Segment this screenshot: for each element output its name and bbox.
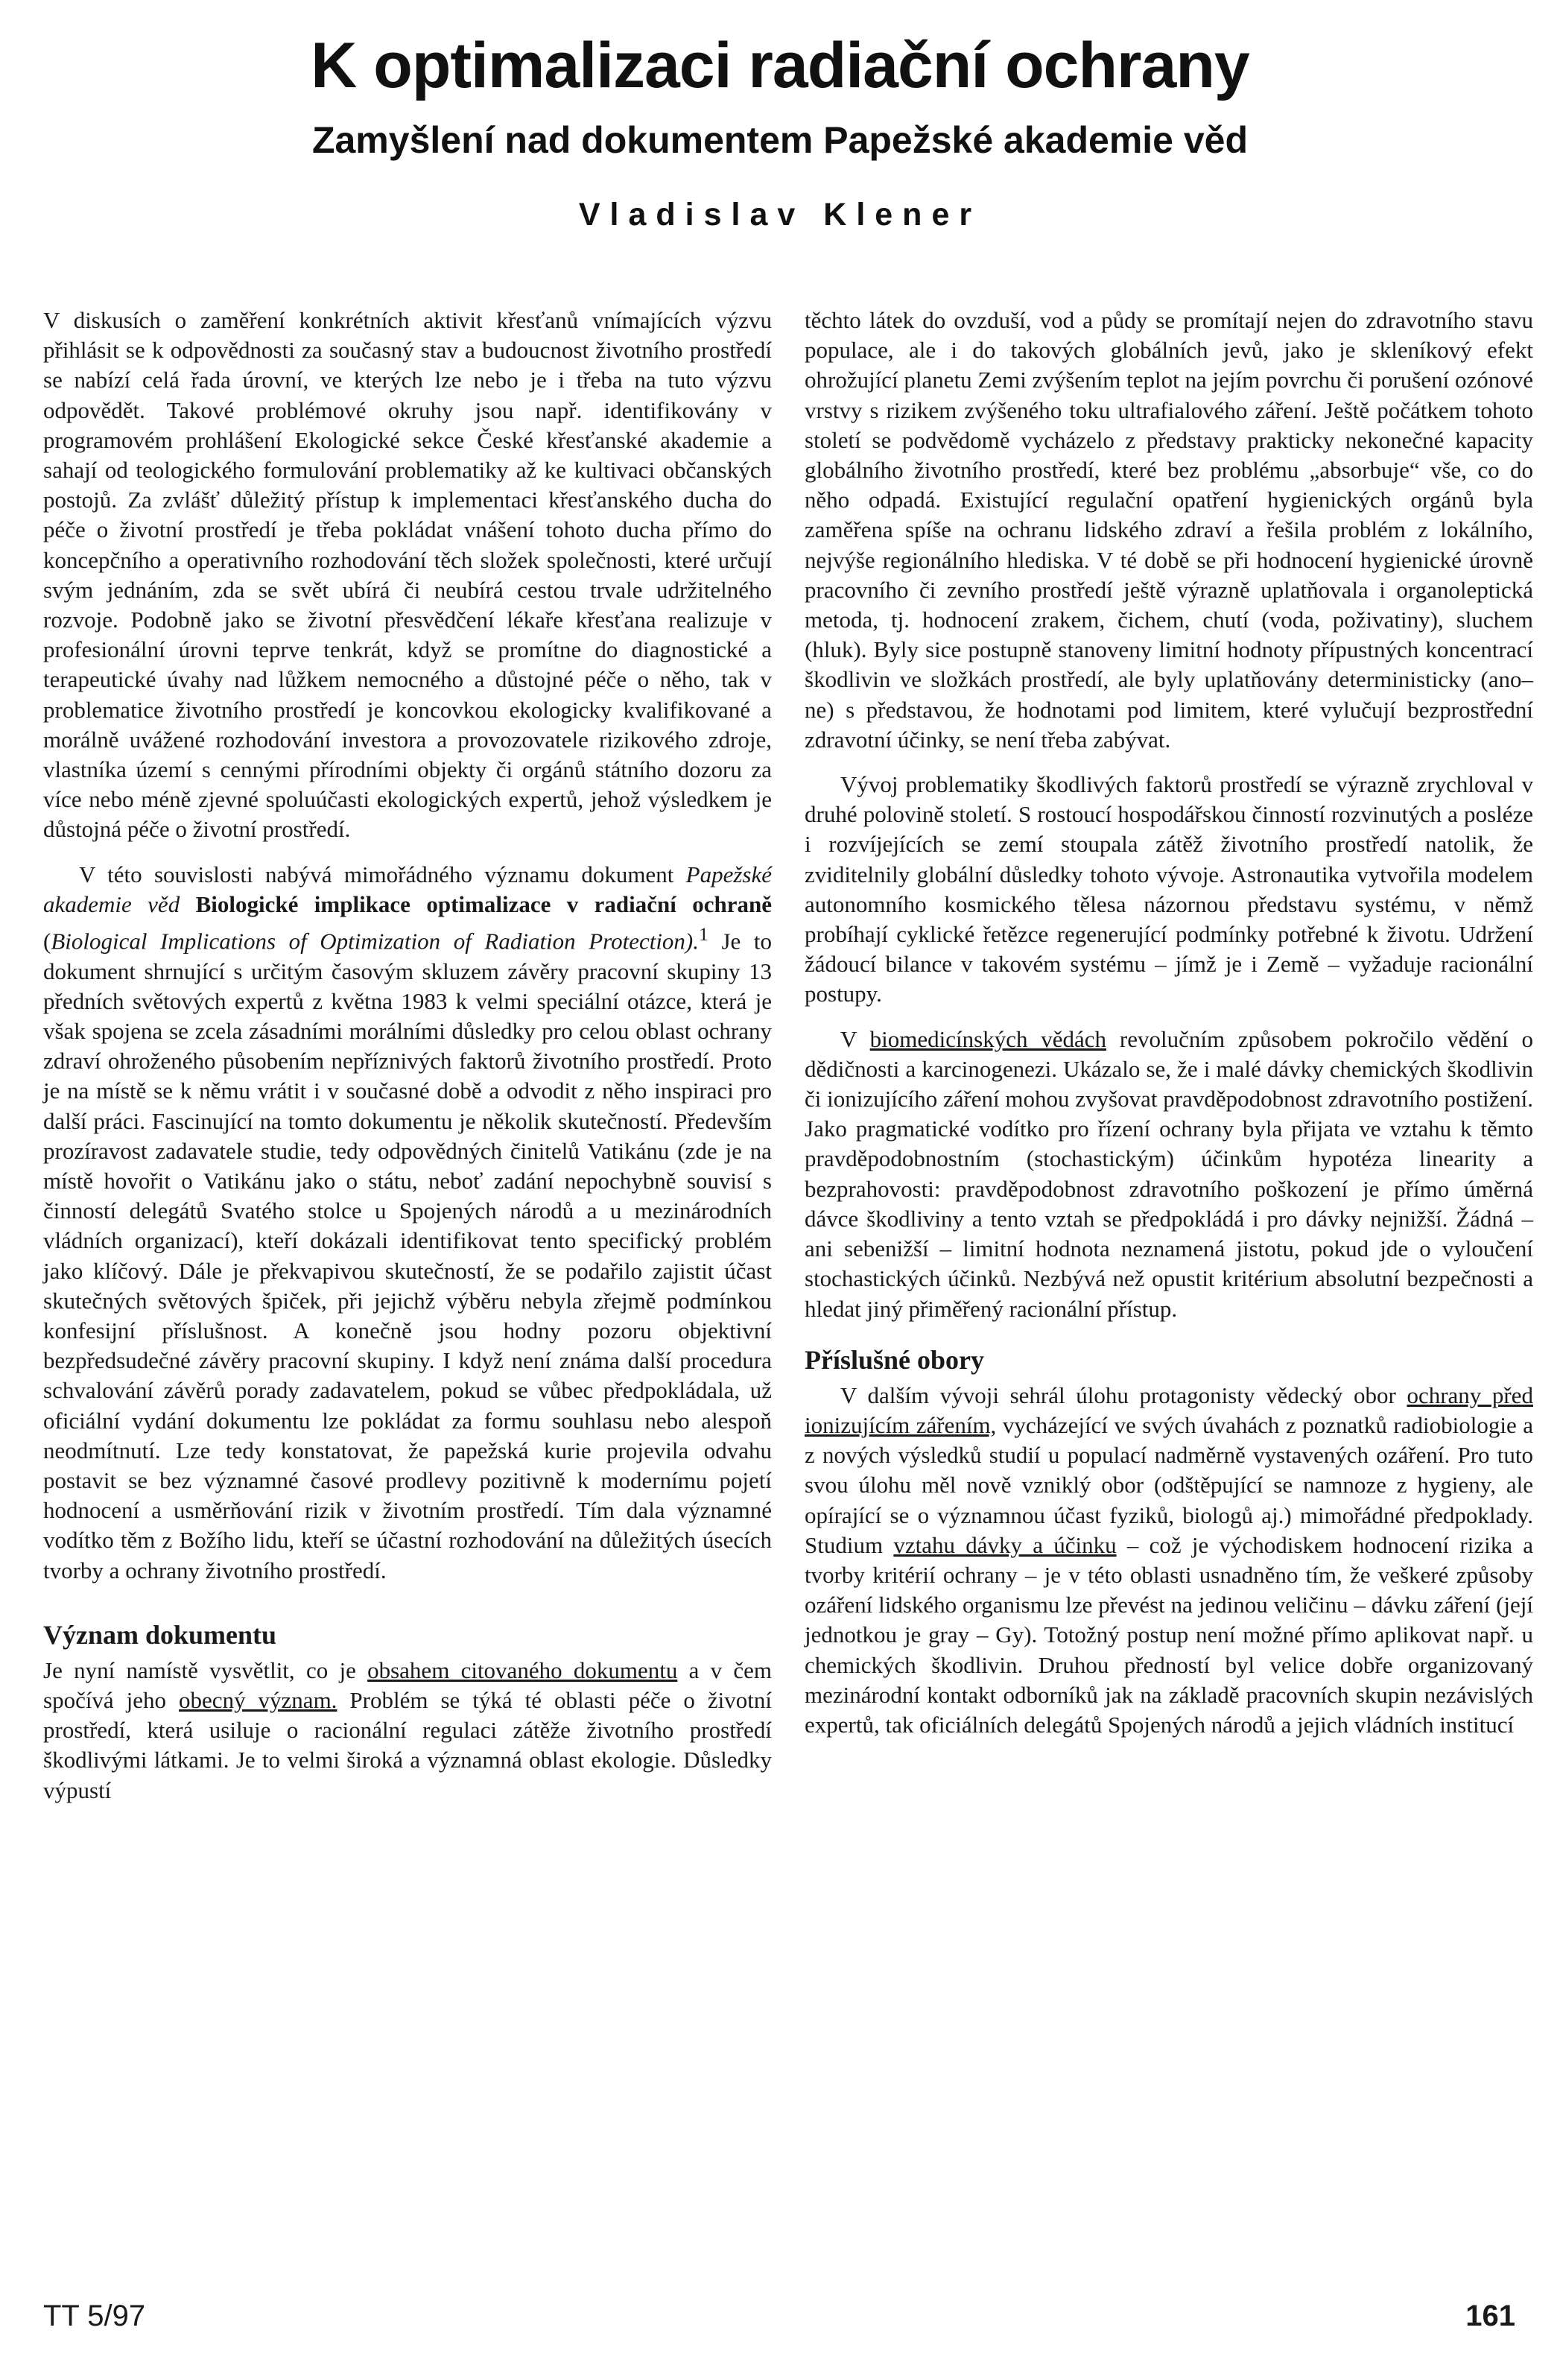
left-column xyxy=(43,306,772,1805)
paragraph: V této souvislosti nabývá mimořádného významu dokument Papežské akademie věd Biologické implikace optimalizace v radiační ochraně (Biological Implications of Optimization of Radiation Protection).$^1$ Je to dokument shrnující s určitým časovým skluzem závěry pracovní skupiny 13 předních světových expertů z května 1983 k velmi speciální otázce, která je však spojena se zcela zásadními morálními důsledky pro celou oblast ochrany zdraví ohroženého působením nepříznivých faktorů životního prostředí. Proto je na místě se k němu vrátit i v současné době a odvodit z něho inspiraci pro další práci. Fascinující na tomto dokumentu je několik skutečností. Především prozíravost zadavatele studie, tedy odpovědných činitelů Vatikánu (zde je na místě hovořit o Vatikánu jako o státu, neboť zadání nepochybně souvisí s činností delegátů Svatého stolce u Spojených národů a u mezinárodních vládních organizací), kteří dokázali identifikovat tento specifický problém jako klíčový. Dále je překvapivou skutečností, že se podařilo zajistit účast skutečných světových špiček, při jejichž výběru nebyla zřejmě podmínkou konfesijní příslušnost. A konečně jsou hodny pozoru objektivní bezpředsudečné závěry pracovní skupiny. I když není známa další procedura schvalování závěrů porady zadavatelem, pokud se vůbec předpokládala, už oficiální vydání dokumentu lze pokládat za formu souhlasu nebo alespoň neodmítnutí. Lze tedy konstatovat, že papežská kurie projevila odvahu postavit se bez významné časové prodlevy pozitivně k modernímu pojetí hodnocení a usměrňování rizik v životním prostředí. Tím dala významné vodítko těm z Božího lidu, kteří se účastní rozhodování na důležitých úsecích tvorby a ochrany životního prostředí. xyxy=(43,861,773,1583)
paragraph: Vývoj problematiky škodlivých faktorů prostředí se výrazně zrychloval v druhé polovině století. S rostoucí hospodářskou činností rozvinutých a posléze i rozvíjejících se zemí stoupala zátěž životního prostředí natolik, že zviditelnily globální důsledky tohoto vývoje. Astronautika vytvořila modelem autonomního kosmického tělesa názornou představu systému, v němž probíhají cyklické řetězce regenerující podmínky potřebné k životu. Udržení žádoucí bilance v takovém systému – jímž je i Země – vyžaduje racionální postupy. xyxy=(805,771,1533,1007)
article-author: Vladislav Klener xyxy=(578,197,982,232)
journal-issue: TT 5/97 xyxy=(43,2300,146,2332)
document-title-english: Biological Implications of Optimization of Radiation Protection). xyxy=(51,928,700,955)
document-title: Biologické implikace optimalizace v radiační ochraně xyxy=(195,890,773,917)
right-column xyxy=(805,306,1533,1740)
footnote-marker: 1 xyxy=(699,923,708,946)
underlined-phrase: obecný význam. xyxy=(179,1687,337,1714)
page-number: 161 xyxy=(1465,2300,1515,2332)
article-subtitle: Zamyšlení nad dokumentem Papežské akademie věd xyxy=(311,119,1249,161)
article-title: K optimalizaci radiační ochrany xyxy=(311,30,1249,101)
paragraph: V biomedicínských vědách revolučním způsobem pokročilo vědění o dědičnosti a karcinogenezi. Ukázalo se, že i malé dávky chemických škodlivin či ionizujícího záření mohou zvyšovat pravděpodobnost zdravotního postižení. Jako pragmatické vodítko pro řízení ochrany byla přijata ve vztahu k těmto pravděpodobnostním (stochastickým) účinkům hypotéza linearity a bezprahovosti: pravděpodobnost zdravotního poškození je přímo úměrná dávce škodliviny a tento vztah se předpokládá i pro dávky nejnižší. Žádná – ani sebenižší – limitní hodnota neznamená jistotu, pokud jde o vyloučení stochastických účinků. Nezbývá než opustit kritérium absolutní bezpečnosti a hledat jiný přiměřený racionální přístup. xyxy=(805,1025,1533,1322)
underlined-phrase: ochrany před ionizujícím zářením, xyxy=(805,1382,1533,1438)
underlined-phrase: obsahem citovaného dokumentu xyxy=(367,1656,678,1683)
section-heading: Příslušné obory xyxy=(805,1344,985,1375)
paragraph: V diskusích o zaměření konkrétních aktivit křesťanů vnímajících výzvu přihlásit se k odpovědnosti za současný stav a budoucnost životního prostředí se nabízí celá řada úrovní, ve kterých lze nebo je i třeba na tuto výzvu odpovědět. Takové problémové okruhy jsou např. identifikovány v programovém prohlášení Ekologické sekce České křesťanské akademie a sahají od teologického formulování problematiky až ke kultivaci občanských postojů. Za zvlášť důležitý přístup k implementaci křesťanského ducha do péče o životní prostředí je třeba pokládat vnášení tohoto ducha přímo do koncepčního a operativního rozhodování těch složek společnosti, které určují svým jednáním, zda se svět ubírá či neubírá cestou trvale udržitelného rozvoje. Podobně jako se životní přesvědčení lékaře křesťana realizuje v profesionální úrovni teprve tenkrát, když se promítne do diagnostické a terapeutické úvahy nad lůžkem nemocného a důstojné péče o něho, tak v problematice životního prostředí je koncovkou ekologicky kvalifikované a morálně uvážené rozhodování investora a provozovatele rizikového zdroje, vlastníka území s cennými přírodními objekty či orgánů státního dozoru za více nebo méně zjevné spoluúčasti ekologických expertů, jehož výsledkem je důstojná péče o životní prostředí. xyxy=(43,307,772,843)
paragraph: těchto látek do ovzduší, vod a půdy se promítají nejen do zdravotního stavu populace, ale i do takových globálních jevů, jako je skleníkový efekt ohrožující planetu Zemi zvýšením teplot na jejím povrchu či porušení ozónové vrstvy s rizikem zvýšeného toku ultrafialového záření. Ještě počátkem tohoto století se podvědomě vycházelo z představy prakticky nekonečné kapacity globálního životního prostředí, které bez problému „absorbuje“ vše, co do něho odpadá. Existující regulační opatření hygienických orgánů byla zaměřena spíše na ochranu lidského zdraví a řešila problém z lokálního, nejvýše regionálního hlediska. V té době se při hodnocení hygienické úrovně pracovního či zevního prostředí ještě výrazně uplatňovala i organoleptická metoda, tj. hodnocení zrakem, čichem, chutí (voda, poživatiny), sluchem (hluk). Byly sice postupně stanoveny limitní hodnoty přípustných koncentrací škodlivin ve složkách prostředí, ale byly uplatňovány deterministicky (ano–ne) s představou, že hodnotami pod limitem, které vylučují bezprostřední zdravotní účinky, se není třeba zabývat. xyxy=(805,307,1533,753)
organization-name: Papežské akademie věd xyxy=(43,861,772,917)
section-heading: Význam dokumentu xyxy=(43,1619,277,1650)
underlined-phrase: vztahu dávky a účinku xyxy=(893,1531,1117,1558)
paragraph: V dalším vývoji sehrál úlohu protagonisty vědecký obor ochrany před ionizujícím zářením, vycházející ve svých úvahách z poznatků radiobiologie a z nových výsledků studií u populací nadměrně vystavených ozáření. Pro tuto svou úlohu měl nově vzniklý obor (odštěpující se namnoze z hygieny, ale opírající se o významnou účast fyziků, biologů aj.) mimořádné předpoklady. Studium vztahu dávky a účinku – což je východiskem hodnocení rizika a tvorby kritérií ochrany – je v této oblasti usnadněno tím, že veškeré způsoby ozáření lidského organismu lze převést na jedinou veličinu – dávku záření (její jednotkou je gray – Gy). Totožný postup není možné přímo aplikovat např. u chemických škodlivin. Druhou předností byl velice dobře organizovaný mezinárodní kontakt odborníků jak na základě pracovních skupin nezávislých expertů, tak oficiálních delegátů Spojených národů a jejich vládních institucí xyxy=(805,1382,1533,1738)
paragraph: Je nyní namístě vysvětlit, co je obsahem citovaného dokumentu a v čem spočívá jeho obecný význam. Problém se týká té oblasti péče o životní prostředí, která usiluje o racionální regulaci zátěže životního prostředí škodlivými látkami. Je to velmi široká a významná oblast ekologie. Důsledky výpustí xyxy=(43,1656,773,1803)
underlined-phrase: biomedicínských vědách xyxy=(869,1025,1107,1052)
